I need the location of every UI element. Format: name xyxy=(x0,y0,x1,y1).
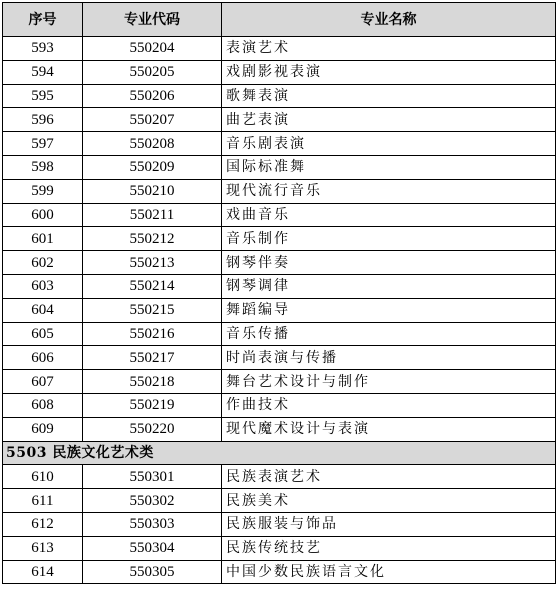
seq-cell: 611 xyxy=(3,489,83,513)
name-cell: 音乐制作 xyxy=(222,227,556,251)
code-cell: 550215 xyxy=(83,298,222,322)
table-row xyxy=(3,251,556,275)
code-cell: 550303 xyxy=(83,512,222,536)
code-cell: 550208 xyxy=(83,132,222,156)
code-cell: 550217 xyxy=(83,346,222,370)
name-cell: 音乐剧表演 xyxy=(222,132,556,156)
name-cell: 戏剧影视表演 xyxy=(222,60,556,84)
seq-cell: 610 xyxy=(3,465,83,489)
code-cell: 550302 xyxy=(83,489,222,513)
seq-cell: 605 xyxy=(3,322,83,346)
seq-cell: 600 xyxy=(3,203,83,227)
code-cell: 550206 xyxy=(83,84,222,108)
table-row xyxy=(3,132,556,156)
seq-cell: 597 xyxy=(3,132,83,156)
name-cell: 曲艺表演 xyxy=(222,108,556,132)
name-cell: 民族传统技艺 xyxy=(222,536,556,560)
code-cell: 550220 xyxy=(83,417,222,441)
table-row xyxy=(3,203,556,227)
seq-cell: 612 xyxy=(3,512,83,536)
seq-cell: 595 xyxy=(3,84,83,108)
name-cell: 民族表演艺术 xyxy=(222,465,556,489)
name-cell: 歌舞表演 xyxy=(222,84,556,108)
table-row xyxy=(3,393,556,417)
table-row xyxy=(3,298,556,322)
name-cell: 国际标准舞 xyxy=(222,155,556,179)
seq-cell: 596 xyxy=(3,108,83,132)
code-cell: 550210 xyxy=(83,179,222,203)
name-cell: 音乐传播 xyxy=(222,322,556,346)
code-cell: 550305 xyxy=(83,560,222,584)
group-title: 5503 民族文化艺术类 xyxy=(3,441,556,465)
table-row xyxy=(3,417,556,441)
seq-cell: 609 xyxy=(3,417,83,441)
header-code: 专业代码 xyxy=(83,3,222,37)
code-cell: 550209 xyxy=(83,155,222,179)
group-row xyxy=(3,441,556,465)
table-row xyxy=(3,465,556,489)
code-cell: 550214 xyxy=(83,274,222,298)
seq-cell: 594 xyxy=(3,60,83,84)
name-cell: 钢琴调律 xyxy=(222,274,556,298)
seq-cell: 613 xyxy=(3,536,83,560)
seq-cell: 602 xyxy=(3,251,83,275)
table-body-5503 xyxy=(3,465,556,584)
major-table xyxy=(2,2,556,584)
code-cell: 550218 xyxy=(83,370,222,394)
name-cell: 现代流行音乐 xyxy=(222,179,556,203)
name-cell: 舞台艺术设计与制作 xyxy=(222,370,556,394)
seq-cell: 607 xyxy=(3,370,83,394)
name-cell: 钢琴伴奏 xyxy=(222,251,556,275)
table-row xyxy=(3,37,556,61)
table-row xyxy=(3,227,556,251)
header-row xyxy=(3,3,556,37)
seq-cell: 614 xyxy=(3,560,83,584)
code-cell: 550216 xyxy=(83,322,222,346)
name-cell: 时尚表演与传播 xyxy=(222,346,556,370)
header-seq: 序号 xyxy=(3,3,83,37)
table-row xyxy=(3,155,556,179)
table-body-5502 xyxy=(3,37,556,442)
table-row xyxy=(3,322,556,346)
table-row xyxy=(3,84,556,108)
table-row xyxy=(3,346,556,370)
seq-cell: 601 xyxy=(3,227,83,251)
table-row xyxy=(3,370,556,394)
table-row xyxy=(3,108,556,132)
name-cell: 表演艺术 xyxy=(222,37,556,61)
table-row xyxy=(3,489,556,513)
table-row xyxy=(3,560,556,584)
code-cell: 550211 xyxy=(83,203,222,227)
name-cell: 民族美术 xyxy=(222,489,556,513)
code-cell: 550205 xyxy=(83,60,222,84)
name-cell: 中国少数民族语言文化 xyxy=(222,560,556,584)
seq-cell: 606 xyxy=(3,346,83,370)
name-cell: 戏曲音乐 xyxy=(222,203,556,227)
table-row xyxy=(3,179,556,203)
seq-cell: 603 xyxy=(3,274,83,298)
group-section xyxy=(3,441,556,465)
name-cell: 舞蹈编导 xyxy=(222,298,556,322)
code-cell: 550301 xyxy=(83,465,222,489)
code-cell: 550219 xyxy=(83,393,222,417)
seq-cell: 598 xyxy=(3,155,83,179)
table-row xyxy=(3,60,556,84)
table-row xyxy=(3,512,556,536)
code-cell: 550304 xyxy=(83,536,222,560)
code-cell: 550213 xyxy=(83,251,222,275)
seq-cell: 604 xyxy=(3,298,83,322)
seq-cell: 593 xyxy=(3,37,83,61)
seq-cell: 608 xyxy=(3,393,83,417)
seq-cell: 599 xyxy=(3,179,83,203)
name-cell: 民族服装与饰品 xyxy=(222,512,556,536)
code-cell: 550212 xyxy=(83,227,222,251)
header-name: 专业名称 xyxy=(222,3,556,37)
name-cell: 现代魔术设计与表演 xyxy=(222,417,556,441)
name-cell: 作曲技术 xyxy=(222,393,556,417)
code-cell: 550204 xyxy=(83,37,222,61)
table-row xyxy=(3,274,556,298)
table-row xyxy=(3,536,556,560)
code-cell: 550207 xyxy=(83,108,222,132)
